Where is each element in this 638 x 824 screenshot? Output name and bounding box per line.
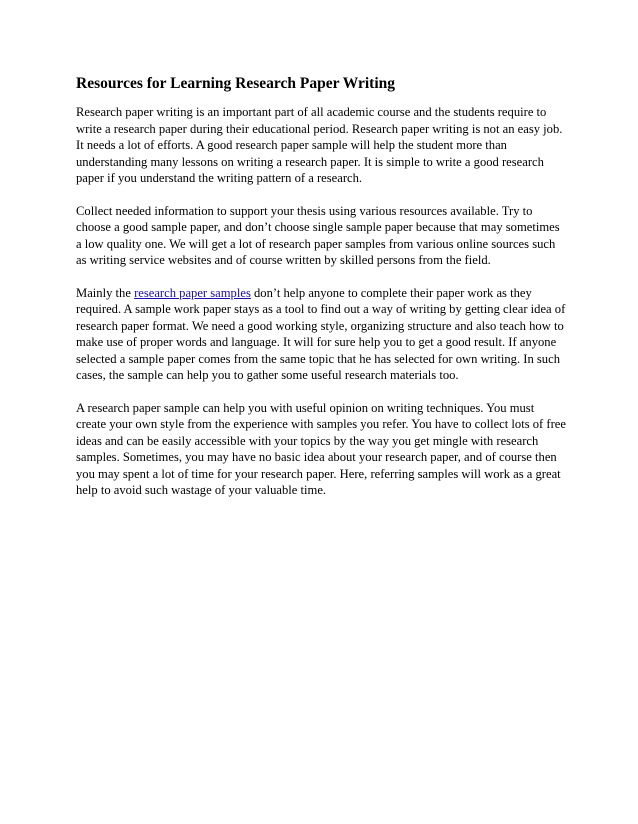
research-paper-samples-link[interactable]: research paper samples (134, 285, 251, 300)
paragraph-3-rest: don’t help anyone to complete their paper work as they required. A sample work paper stays as a tool to find out a way of writing by getting clear idea of research paper format. We need a good working style, organizing structure and also teach how to make use of proper words and language. It will for sure help you to get a good result. If anyone selected a sample paper comes from the same topic that he has selected for own writing. In such cases, the sample can help you to gather some useful research materials too. (76, 285, 566, 382)
paragraph-2: Collect needed information to support your thesis using various resources available. Try to choose a good sample paper, and don’t choose single sample paper because that may sometimes a low quality one. We will get a lot of research paper samples from various online sources such as writing service websites and of course written by skilled persons from the field. (76, 203, 560, 267)
paragraph-3 (76, 285, 566, 384)
paragraph-4: A research paper sample can help you with useful opinion on writing techniques. You must create your own style from the experience with samples you refer. You have to collect lots of free ideas and can be easily accessible with your topics by the way you get mingle with research samples. Sometimes, you may have no basic idea about your research paper, and of course then you may spent a lot of time for your research paper. Here, referring samples will work as a great help to avoid such wastage of your valuable time. (76, 400, 566, 497)
paragraph-1: Research paper writing is an important part of all academic course and the students require to write a research paper during their educational period. Research paper writing is not an easy job. It needs a lot of efforts. A good research paper sample will help the student more than understanding many lessons on writing a research paper. It is simple to write a good research paper if you understand the writing pattern of a research. (76, 105, 563, 185)
document-content (76, 74, 566, 515)
paragraph-3-lead: Mainly the (76, 285, 135, 300)
document-title: Resources for Learning Research Paper Writing (76, 75, 396, 92)
